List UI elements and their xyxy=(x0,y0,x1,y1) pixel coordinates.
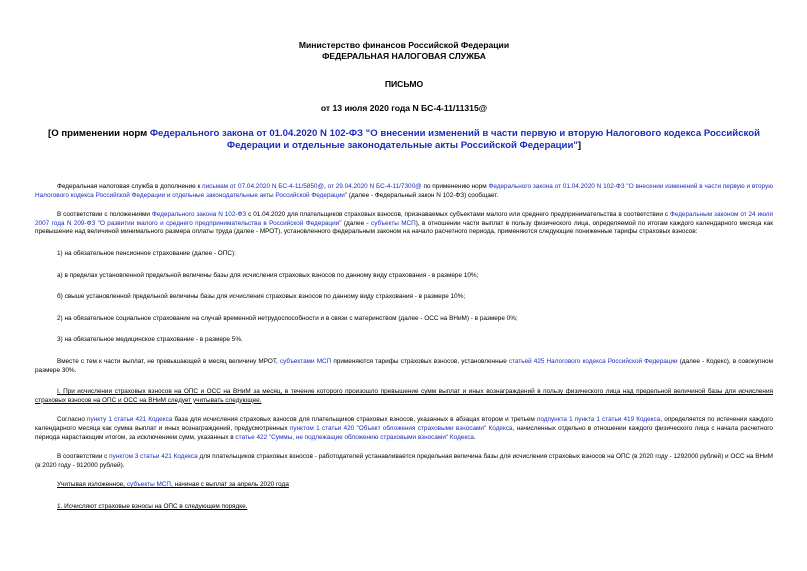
paragraph-oms: 3) на обязательное медицинское страхование - в размере 5%. xyxy=(57,336,243,344)
ministry-name: Министерство финансов Российской Федерации xyxy=(298,40,510,50)
text-run: применяются тарифы страховых взносов, установленные xyxy=(331,357,509,365)
paragraph-mrot xyxy=(35,358,773,375)
text-run: , определяется по истечении каждого календарного месяца как сумма выплат и иных вознаграждений, предусмотренных xyxy=(35,416,773,432)
title-law-link[interactable]: Федерального закона от 01.04.2020 N 102-ФЗ "О внесении изменений в части первую и вторую Налогового кодекса Российской Федерации и отдельные законодательные акты Российской Федерации" xyxy=(149,128,760,151)
law-102-short-link[interactable]: Федерального закона N 102-ФЗ xyxy=(151,211,247,219)
paragraph-intro xyxy=(35,183,773,200)
paragraph-base-calc xyxy=(35,416,773,442)
paragraph-ops-b: б) свыше установленной предельной величины базы для исчисления страховых взносов по данному виду страхования - в размере 10%; xyxy=(57,293,466,301)
text-run: Вместе с тем к части выплат, не превышающей в месяц величину МРОТ, xyxy=(57,357,280,365)
article-420-link[interactable]: пунктом 1 статьи 420 "Объект обложения страховыми взносами" Кодекса xyxy=(289,424,513,432)
paragraph-conclusion xyxy=(35,481,773,490)
text-run: (далее - xyxy=(341,219,371,227)
document-date-number: от 13 июля 2020 года N БС-4-11/11315@ xyxy=(320,102,488,113)
text-run: Федеральная налоговая служба в дополнение к xyxy=(57,183,203,190)
paragraph-oss: 2) на обязательное социальное страхование на случай временной нетрудоспособности и в связи с материнством (далее - ОСС на ВНиМ) - в размере 0%; xyxy=(57,314,518,322)
text-run: ), в отношении части выплат в пользу физического лица, определяемой по итогам каждого календарного месяца как превышение над величиной минимального размера оплаты труда (далее - МРОТ), установленного федеральным законом на начало расчетного периода, применяются следующие пониженные тарифы страховых взносов: xyxy=(35,219,773,236)
title-close: ] xyxy=(577,140,582,151)
paragraph-rates-basis xyxy=(35,211,773,237)
text-run: (далее - Федеральный закон N 102-ФЗ) сообщает. xyxy=(347,191,499,199)
article-419-link[interactable]: подпункта 1 пункта 1 статьи 419 Кодекса xyxy=(536,416,661,424)
text-run: база для исчисления страховых взносов для плательщиков страховых взносов, указанных в абзацах втором и третьем xyxy=(172,416,537,424)
service-name: ФЕДЕРАЛЬНАЯ НАЛОГОВАЯ СЛУЖБА xyxy=(322,50,486,61)
article-421-p1-link[interactable]: пункту 1 статьи 421 Кодекса xyxy=(87,416,173,424)
text-run: с 01.04.2020 для плательщиков страховых взносов, признаваемых субъектами малого или среднего предпринимательства в соответствии с xyxy=(246,211,670,219)
text-run: для плательщиков страховых взносов - работодателей устанавливается предельная величина базы для исчисления страховых взносов на ОПС (в 2020 году - 1292000 рублей) и ОСС на ВНиМ (в 2020 году - 912000 рублей). xyxy=(35,453,773,469)
text-run: по применению норм xyxy=(421,183,489,190)
text-run: , начиная с выплат за апрель 2020 года xyxy=(171,481,289,489)
msp-subjects-link[interactable]: субъектами МСП xyxy=(279,357,332,365)
title-open: [О применении норм xyxy=(48,128,150,139)
paragraph-ops: 1) на обязательное пенсионное страхование (далее - ОПС): xyxy=(57,249,236,257)
paragraph-ops-a: а) в пределах установленной предельной величины базы для исчисления страховых взносов по данному виду страхования - в размере 10%; xyxy=(57,271,479,279)
letter-link-7300[interactable]: от 29.04.2020 N БС-4-11/7300@ xyxy=(327,183,422,190)
document-type: ПИСЬМО xyxy=(384,79,424,89)
paragraph-section-1: I. При исчислении страховых взносов на ОПС и ОСС на ВНиМ за месяц, в течение которого произошло превышение сумм выплат и иных вознаграждений в пользу физического лица над предельной величиной базы для исчисления страховых взносов на ОПС и ОСС на ВНиМ следует учитывать следующее. xyxy=(35,388,773,404)
msp-subjects-link[interactable]: субъекты МСП xyxy=(371,219,416,227)
law-209-link[interactable]: Федеральным законом от 24 июля 2007 года N 209-ФЗ "О развитии малого и среднего предпринимательства в Российской Федерации" xyxy=(35,211,773,227)
paragraph-ops-procedure: 1. Исчисляют страховые взносы на ОПС в следующем порядке. xyxy=(57,502,248,510)
law-102-link[interactable]: Федерального закона от 01.04.2020 N 102-ФЗ "О внесении изменений в части первую и вторую Налогового кодекса Российской Федерации и отдельные законодательные акты Российской Федерации" xyxy=(35,183,774,199)
text-run: В соответствии с положениями xyxy=(57,211,152,219)
document-title xyxy=(39,128,769,152)
article-421-p3-link[interactable]: пунктом 3 статьи 421 Кодекса xyxy=(109,453,198,461)
text-run: , xyxy=(323,183,328,190)
article-422-link[interactable]: статье 422 "Суммы, не подлежащие обложению страховыми взносами" Кодекса xyxy=(235,433,474,441)
article-425-link[interactable]: статьей 425 Налогового кодекса Российской Федерации xyxy=(508,357,678,365)
text-run: , начисленных отдельно в отношении каждого физического лица с начала расчетного периода нарастающим итогом, за исключением сумм, указанных в xyxy=(35,424,773,441)
text-run: Учитывая изложенное, xyxy=(57,481,127,489)
text-run: В соответствии с xyxy=(57,453,110,461)
paragraph-base-limit xyxy=(35,453,773,470)
letter-link-5850[interactable]: письмам от 07.04.2020 N БС-4-11/5850@ xyxy=(202,183,324,190)
text-run: (далее - Кодекс), в совокупном размере 30%. xyxy=(35,357,773,374)
text-run: . xyxy=(473,433,476,441)
text-run: Согласно xyxy=(57,416,88,424)
msp-subjects-link[interactable]: субъекты МСП xyxy=(126,481,172,489)
